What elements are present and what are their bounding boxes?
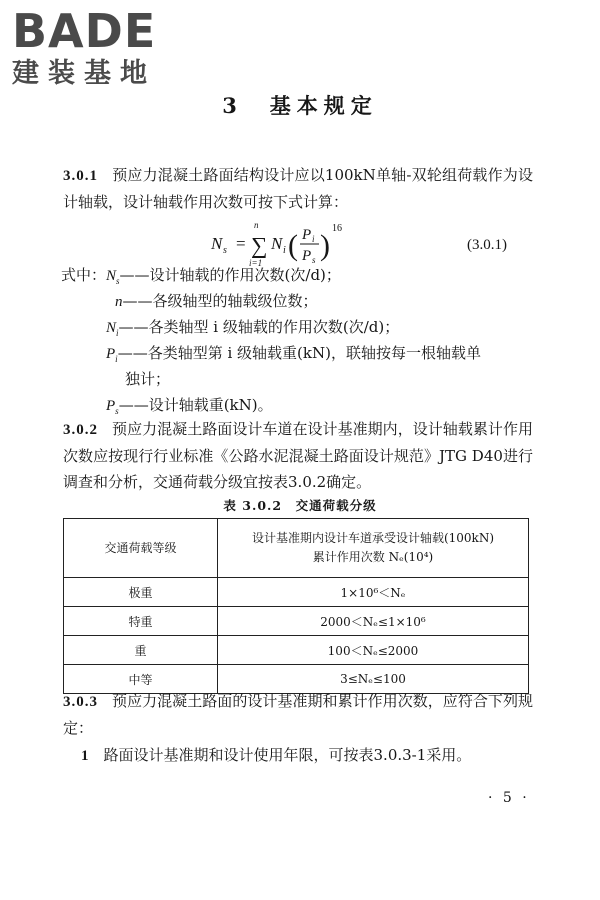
list-item-1 — [63, 742, 533, 769]
definition-item: $N_i——$各类轴型 i 级轴载的作用次数(次/d)； — [106, 318, 400, 338]
header-count-line1: 设计基准期内设计车道承受设计轴载(100kN) — [251, 531, 495, 545]
formula-sum-top: n — [254, 220, 259, 230]
definitions-intro: 式中： — [61, 266, 107, 284]
formula-number: (3.0.1) — [467, 237, 507, 253]
table-header-row — [64, 519, 529, 578]
header-count — [218, 519, 529, 578]
definition-item: $P_s——$设计轴载重(kN)。 — [106, 396, 273, 416]
formula-term-sub: i — [283, 245, 286, 256]
table-row — [64, 607, 529, 636]
right-paren-icon: ) — [320, 229, 330, 262]
table-cell-level: 极重 — [64, 578, 218, 607]
header-count-line2: 累计作用次数 Nₑ(10⁴) — [312, 550, 434, 564]
formula-term: N — [271, 234, 283, 253]
section-text: 预应力混凝土路面结构设计应以100kN单轴-双轮组荷载作为设计轴载，设计轴载作用次数可按下式计算： — [63, 166, 533, 211]
table-cell-range: 3≤Nₑ≤100 — [218, 665, 529, 694]
header-level: 交通荷载等级 — [64, 519, 218, 578]
definition-item: $P_i——$各类轴型第 i 级轴载重(kN)，联轴按每一根轴载单 — [106, 344, 481, 364]
table-cell-range: 2000＜Nₑ≤1×10⁶ — [218, 607, 529, 636]
definition-item-continuation: 独计； — [125, 370, 171, 388]
section-number: 3.0.2 — [63, 422, 98, 438]
definition-item: n——各级轴型的轴载级位数； — [115, 292, 318, 310]
formula-exponent: 16 — [332, 223, 342, 234]
formula-frac-den-sub: s — [312, 255, 316, 265]
section-3-0-2 — [63, 416, 533, 495]
definition-item: 式中：$N_s——$设计轴载的作用次数(次/d)； — [61, 266, 341, 286]
table-caption: 表 3.0.2 交通荷载分级 — [223, 498, 377, 513]
table-cell-level: 中等 — [64, 665, 218, 694]
page-number: · 5 · — [488, 790, 530, 806]
item-number: 1 — [81, 748, 90, 764]
section-number: 3.0.3 — [63, 694, 98, 710]
formula-frac-num-sub: i — [312, 234, 315, 244]
section-text: 预应力混凝土路面设计车道在设计基准期内，设计轴载累计作用次数应按现行行业标准《公路水泥混凝土路面设计规范》JTG D40进行调查和分析，交通荷载分级宜按表3.0.2确定。 — [63, 420, 533, 491]
item-text: 路面设计基准期和设计使用年限，可按表3.0.3-1采用。 — [103, 746, 472, 764]
table-cell-range: 100＜Nₑ≤2000 — [218, 636, 529, 665]
formula-equals: = — [236, 234, 246, 253]
table-cell-range: 1×10⁶＜Nₑ — [218, 578, 529, 607]
logo-subtitle: 建装基地 — [12, 58, 156, 89]
sum-icon: ∑ — [251, 233, 268, 258]
logo-wordmark: BADE — [12, 4, 157, 58]
left-paren-icon: ( — [288, 229, 298, 262]
traffic-load-table — [63, 518, 529, 694]
logo — [12, 6, 156, 90]
formula-lhs-sub: s — [223, 245, 227, 256]
formula-lhs: N — [211, 234, 223, 253]
section-3-0-3 — [63, 688, 533, 741]
chapter-title: 3 基本规定 — [222, 93, 378, 118]
table-row — [64, 578, 529, 607]
table-cell-level: 重 — [64, 636, 218, 665]
section-3-0-1 — [63, 162, 533, 215]
section-text: 预应力混凝土路面的设计基准期和累计作用次数，应符合下列规定： — [63, 692, 533, 737]
formula-sum-bottom: i=1 — [249, 258, 263, 268]
section-number: 3.0.1 — [63, 168, 98, 184]
table-cell-level: 特重 — [64, 607, 218, 636]
table-row — [64, 636, 529, 665]
formula-frac-num: P — [302, 227, 312, 243]
formula-frac-den: P — [302, 248, 312, 264]
